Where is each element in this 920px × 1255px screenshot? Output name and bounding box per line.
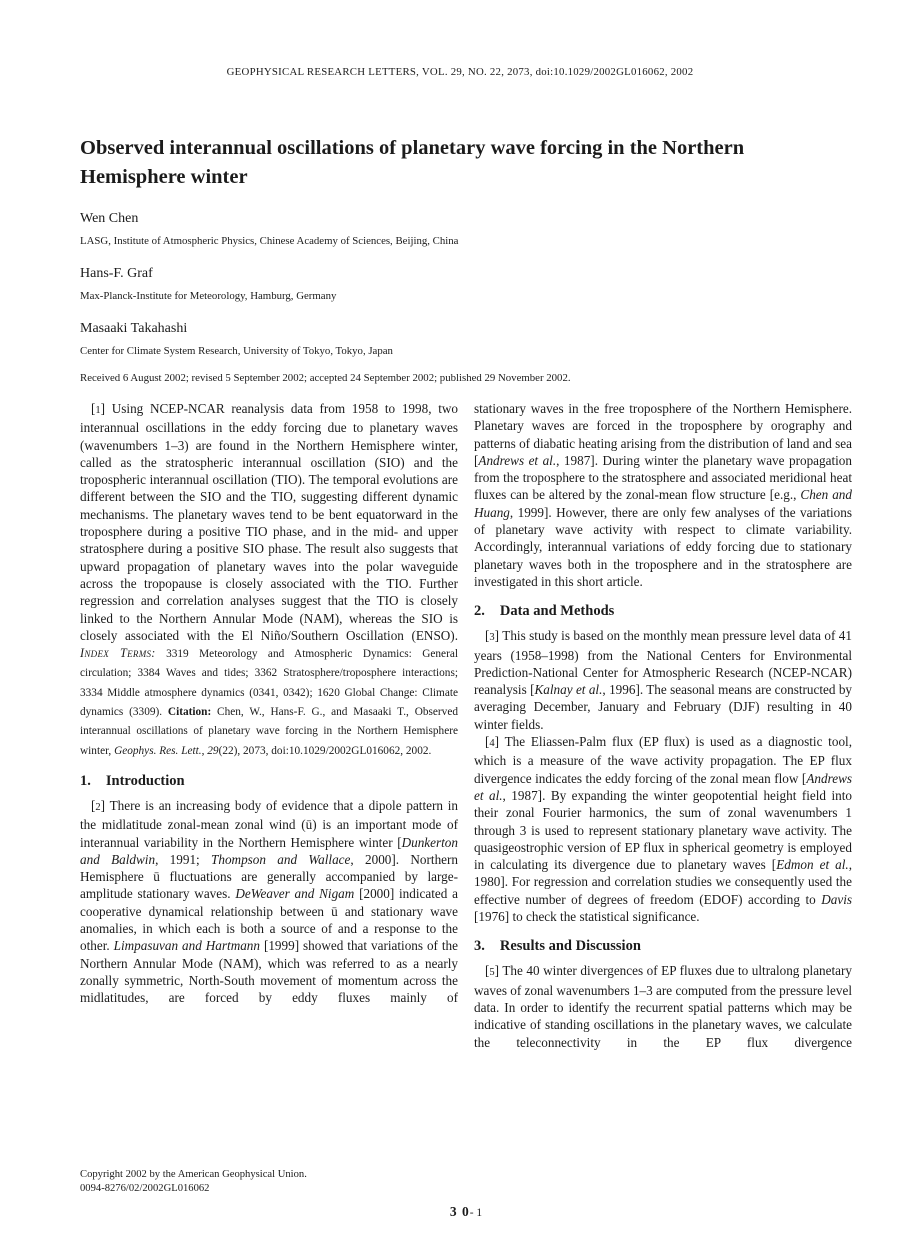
paper-title: Observed interannual oscillations of planetary wave forcing in the Northern Hemisphere winter <box>80 137 745 188</box>
section-title: Results and Discussion <box>499 938 641 955</box>
author-affiliation: LASG, Institute of Atmospheric Physics, Chinese Academy of Sciences, Beijing, China <box>80 235 459 247</box>
author-affiliation: Center for Climate System Research, University of Tokyo, Tokyo, Japan <box>80 345 393 357</box>
section-title: Data and Methods <box>499 603 615 620</box>
copyright-block <box>80 1168 458 1195</box>
section-heading-results-discussion <box>474 938 852 955</box>
paragraph-5: [5] The 40 winter divergences of EP fluxes due to ultralong planetary waves of zonal wavenumbers 1–3 are computed from the pressure level data. In order to identify the recurrent spatial patterns which may be indicative of standing oscillations in the planetary waves, we calculate the teleconnectivity in the EP flux divergence <box>474 963 853 1050</box>
right-column <box>474 400 852 1195</box>
author-block <box>80 211 852 357</box>
journal-header: GEOPHYSICAL RESEARCH LETTERS, VOL. 29, NO. 22, 2073, doi:10.1029/2002GL016062, 2002 <box>226 66 694 78</box>
paragraph-4: [4] The Eliassen-Palm flux (EP flux) is used as a diagnostic tool, which is a measure of the wave activity propagation. The EP flux divergence indicates the eddy forcing of the zonal mean flow [Andrews et al., 1987]. By expanding the winter geopotential height field into their zonal Fourier harmonics, the sum of zonal wavenumbers 1 through 3 is used to represent stationary planetary wave activity. The quasigeostrophic version of EP flux in spherical geometry is employed in calculating its divergence due to planetary waves [Edmon et al., 1980]. For regression and correlation studies we consequently used the effective number of degrees of freedom (EDOF) according to Davis [1976] to check the statistical significance. <box>474 734 853 925</box>
paragraph-3: [3] This study is based on the monthly mean pressure level data of 41 years (1958–1998) from the National Centers for Environmental Prediction-National Center for Atmospheric Research (NCEP-NCAR) reanalysis [Kalnay et al., 1996]. The seasonal means are constructed by averaging December, January and February (DJF) resulting in 40 winter fields. <box>474 628 853 732</box>
author-name: Wen Chen <box>80 211 139 226</box>
received-dates-line: Received 6 August 2002; revised 5 September 2002; accepted 24 September 2002; published 29 November 2002. <box>80 372 571 384</box>
author-affiliation: Max-Planck-Institute for Meteorology, Hamburg, Germany <box>80 290 337 302</box>
section-number: 3. <box>474 938 485 955</box>
two-column-body <box>80 400 852 1195</box>
left-column <box>80 400 458 1195</box>
section-title: Introduction <box>105 772 185 789</box>
section-number: 2. <box>474 603 485 620</box>
author-name: Masaaki Takahashi <box>80 321 188 336</box>
abstract-paragraph: [1] Using NCEP-NCAR reanalysis data from 1958 to 1998, two interannual oscillations in the eddy forcing due to planetary waves (wavenumbers 1–3) are found in the Northern Hemisphere winter, called as the stratospheric interannual oscillation (SIO) and the tropospheric interannual oscillation (TIO). The temporal evolutions are different between the SIO and the TIO, suggesting different dynamic mechanisms. The planetary waves tend to be bent equatorward in the troposphere during a positive TIO phase, and in the mid- and upper stratosphere during a positive SIO phase. The result also suggests that upward propagation of planetary waves into the polar waveguide across the tropopause is closely associated with the TIO. Further regression and correlation analyses suggest that the TIO is closely linked to the Northern Annular Mode (NAM), whereas the SIO is closely associated with the El Niño/Southern Oscillation (ENSO). Index Terms: 3319 Meteorology and Atmospheric Dynamics: General circulation; 3384 Waves and tides; 3362 Stratosphere/troposphere interactions; 3334 Middle atmosphere dynamics (0341, 0342); 1620 Global Change: Climate dynamics (3309). Citation: Chen, W., Hans-F. G., and Masaaki T., Observed interannual oscillations of planetary wave forcing in the Northern Hemisphere winter, Geophys. Res. Lett., 29(22), 2073, doi:10.1029/2002GL016062, 2002. <box>80 401 458 757</box>
section-heading-introduction <box>80 773 458 790</box>
author-name: Hans-F. Graf <box>80 266 153 281</box>
issn-line: 0094-8276/02/2002GL016062 <box>80 1182 210 1194</box>
section-number: 1. <box>80 772 91 789</box>
page-number: 3 0- 1 <box>449 1204 483 1219</box>
paragraph-2: [2] There is an increasing body of evidence that a dipole pattern in the midlatitude zonal-mean zonal wind (ū) is an important mode of interannual variability in the Northern Hemisphere winter [Dunkerton and Baldwin, 1991; Thompson and Wallace, 2000]. Northern Hemisphere ū fluctuations are generally accompanied by large-amplitude stationary waves. DeWeaver and Nigam [2000] indicated a cooperative dynamical relationship between ū and stationary wave anomalies, in which each is both a source of and a response to the other. Limpasuvan and Hartmann [1999] showed that variations of the Northern Annular Mode (NAM), which was referred to as a nearly zonally symmetric, North-South movement of momentum across the midlatitudes, are forced by eddy fluxes mainly of <box>80 797 458 1006</box>
copyright-line: Copyright 2002 by the American Geophysical Union. <box>80 1169 307 1180</box>
page-content <box>80 134 852 1220</box>
section-heading-data-methods <box>474 603 852 620</box>
paragraph-2-continuation: stationary waves in the free troposphere of the Northern Hemisphere. Planetary waves are forced in the troposphere by orography and patterns of diabatic heating arising from the distribution of land and sea [Andrews et al., 1987]. During winter the planetary wave propagation from the troposphere to the stratosphere and associated meridional heat fluxes can be altered by the zonal-mean flow structure [e.g., Chen and Huang, 1999]. However, there are only few analyses of the variations of planetary wave activity with respect to climate variability. Accordingly, interannual variations of eddy forcing due to stationary planetary waves both in the troposphere and in the stratosphere are investigated in this short article. <box>474 401 852 589</box>
